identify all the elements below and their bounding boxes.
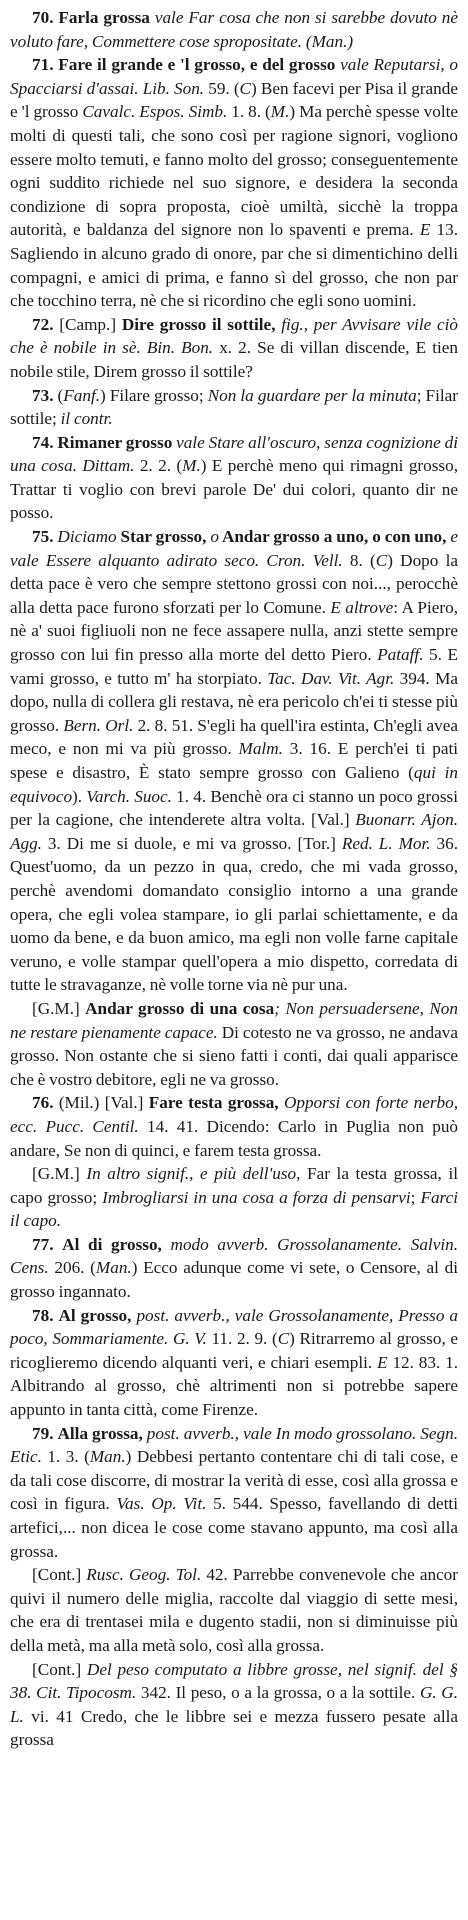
entry-text: ). (72, 786, 87, 806)
dictionary-entry (10, 1304, 458, 1422)
entry-text: Di cotesto ne va grosso, ne andava grosso. Non ostante che si sieno fatti i conti, dai quali apparisce che è vostro debitore, egli ne va grosso. (10, 1022, 458, 1089)
entry-text: ; (410, 1187, 421, 1207)
entry-headword: Andar grosso di una cosa (85, 998, 275, 1018)
sub-entry (10, 1658, 458, 1752)
italic-text: M. (270, 102, 290, 122)
entry-number: 74. (32, 432, 54, 452)
entry-text: ) Ma perchè spesse volte molti di questi tali, che sono così per ragione signori, vogliono essere molto temuti, e fanno molto del grosso; conseguentemente ogni suddito richiede nel suo signore, e desidera la seconda condizione di sopra proposta, cioè umiltà, sicchè la troppa autorità, e baldanza del signore non lo spaventi e prema. (10, 102, 459, 240)
italic-text: Rusc. Geog. Tol. (86, 1565, 202, 1585)
italic-text: G. G. L. (10, 1683, 458, 1726)
italic-text: C (277, 1329, 290, 1349)
dictionary-entry (10, 313, 458, 384)
italic-text: Tac. Dav. Vit. Agr. (267, 668, 395, 688)
italic-text: e vale Essere alquanto adirato seco. Cron. Vell. (10, 527, 459, 570)
italic-text: modo avverb. Grossolanamente. Salvin. Cens. (10, 1234, 459, 1278)
entry-number: 73. (32, 385, 54, 405)
entry-number: 71. (32, 55, 54, 75)
entry-number: 70. (32, 8, 54, 27)
entry-text: ) Ritrarremo al grosso, e ricoglieremo dicendo alquanti veri, e chiari esempli. (10, 1329, 458, 1372)
entry-headword: Dire grosso il sottile, (121, 314, 276, 334)
italic-text: M. (182, 456, 201, 476)
italic-text: Red. L. Mor. (341, 833, 431, 853)
entry-number: 76. (32, 1093, 54, 1113)
sub-entry (10, 1162, 458, 1233)
entry-text: [Cont.] (32, 1565, 87, 1585)
dictionary-entry (10, 6, 458, 53)
entry-headword: Alla grossa, (57, 1423, 143, 1443)
italic-text: Opporsi con forte nerbo, ecc. Pucc. Centil. (10, 1093, 458, 1136)
italic-text: Man. (89, 1447, 126, 1467)
italic-text: Buonarr. Ajon. Agg. (10, 810, 458, 853)
entry-number: 72. (32, 314, 54, 334)
entry-text: 8. ( (342, 550, 376, 570)
italic-text: post. avverb., vale In modo grossolano. Segn. Etic. (10, 1423, 458, 1467)
entry-text: ( (57, 385, 64, 405)
entry-text: ) Dopo la detta pace è vero che sempre stettono grossi con noi..., perocchè alla detta pace furono sforzati per lo Comune. (10, 550, 458, 617)
italic-text: Cavalc. Espos. Simb. (82, 102, 228, 122)
entry-text: 3. Di me si duole, e mi va grosso. [Tor.] (41, 833, 342, 853)
italic-text: Vas. Op. Vit. (116, 1494, 207, 1514)
italic-text: C (239, 78, 252, 98)
entry-number: 77. (32, 1234, 54, 1254)
italic-text: vale Far cosa che non si sarebbe dovuto nè voluto fare, Commettere cose spropositate. (Man.) (10, 8, 458, 51)
italic-text: qui in equivoco (10, 763, 458, 806)
entry-text: 12. 83. 1. Albitrando al grosso, chè altrimenti non si potrebbe sapere appunto in tanta città, come Firenze. (10, 1352, 459, 1420)
italic-text: ; Non persuadersene, Non ne restare pienamente capace. (10, 998, 458, 1042)
dictionary-entry (10, 53, 458, 313)
entry-text: [Camp.] (59, 314, 122, 334)
entry-headword: Fare testa grossa, (148, 1093, 279, 1113)
entry-text: 1. 3. ( (41, 1447, 90, 1467)
entry-number: 78. (32, 1305, 54, 1325)
entry-text: 342. Il peso, o a la grossa, o a la sottile. (136, 1683, 420, 1703)
entry-text: ) Ben facevi per Pisa il grande e 'l grosso (10, 78, 458, 122)
entry-headword: Star grosso, (116, 527, 211, 547)
entry-headword: Al di grosso, (62, 1234, 162, 1254)
italic-text: o (210, 527, 219, 547)
entry-headword: Rimaner grosso (57, 432, 173, 452)
italic-text: Imbrogliarsi in una cosa a forza di pensarvi (102, 1187, 411, 1207)
italic-text: post. avverb., vale Grossolanamente, Presso a poco, Sommariamente. G. V. (10, 1305, 459, 1349)
dictionary-entry (10, 1422, 458, 1564)
italic-text: Diciamo (57, 527, 117, 547)
italic-text: Non la guardare per la minuta (207, 385, 417, 405)
entry-text: 2. 8. 51. S'egli ha quell'ira estinta, Ch'egli avea meco, e non mi va più grosso. (10, 715, 459, 759)
dictionary-entry (10, 1091, 458, 1162)
entry-text: (Mil.) [Val.] (58, 1093, 149, 1113)
dictionary-entry (10, 431, 458, 525)
entry-text: 5. E vami grosso, e tutto m' ha storpiato. (10, 645, 458, 688)
entry-headword: Al grosso, (58, 1305, 132, 1325)
entry-text: 42. Parrebbe convenevole che ancor quivi il numero delle miglia, raccolte dal viaggio di sette mesi, che era di trentasei mila e dugento stadii, non si diminuisse più della metà, ma alla metà solo, così alla grossa. (10, 1565, 458, 1655)
dictionary-entry (10, 384, 458, 431)
entry-text: x. 2. Se di villan discende, E tien nobile stile, Direm grosso il sottile? (10, 338, 458, 381)
entry-text: 206. ( (48, 1258, 96, 1278)
entry-text: 5. 544. Spesso, favellando di detti artefici,... non dicea le cose come stavano appunto, ma così alla grossa. (10, 1494, 458, 1561)
italic-text: vale Stare all'oscuro, senza cognizione di una cosa. Dittam. (10, 432, 459, 476)
italic-text: Malm. (238, 739, 283, 759)
sub-entry (10, 997, 458, 1091)
italic-text: il contr. (60, 409, 113, 429)
italic-text: Bern. Orl. (63, 715, 134, 735)
italic-text: E (377, 1352, 388, 1372)
italic-text: In altro signif., e più dell'uso, (86, 1164, 301, 1184)
italic-text: E altrove (330, 597, 394, 617)
entry-text: : A Piero, nè a' suoi figliuoli non ne fece assapere nulla, anzi stette sempre grosso con lui fin presso alla morte del detto Piero. (10, 597, 459, 665)
entry-text: 3. 16. E perch'ei ti pati spese e disastro, È stato sempre grosso con Galieno ( (10, 739, 458, 782)
entry-number: 79. (32, 1423, 54, 1443)
entry-text: 36. Quest'uomo, da un pezzo in qua, credo, che mi vada grosso, perchè avendomi domandato consiglio intorno a una grande opera, che egli volea stampare, io gli parlai schiettamente, e da uomo da bene, e da buon amico, ma egli non volle farne capitale veruno, e volle stampar quell'opera a mio dispetto, corredata di tutte le stravaganze, nè volle torne via nè pur una. (10, 833, 458, 995)
italic-text: fig., per Avvisare vile ciò che è nobile in sè. Bin. Bon. (10, 314, 459, 358)
entry-text: 394. Ma dopo, nulla di collera gli restava, nè era pericolo ch'ei ti stesse più grosso. (10, 668, 458, 735)
entry-text: [G.M.] (32, 998, 86, 1018)
entry-text: ) E perchè meno qui rimagni grosso, Trattar ti voglio con brevi parole De' dui colori, quanto dir ne posso. (10, 456, 458, 523)
italic-text: E (419, 220, 431, 240)
entry-text: 2. 2. ( (134, 456, 183, 476)
entry-text: 1. 8. ( (227, 102, 271, 122)
italic-text: C (375, 550, 388, 570)
italic-text: Pataff. (377, 645, 424, 665)
entry-text: [G.M.] (32, 1164, 87, 1184)
entry-text: ) Debbesi pertanto contentare chi di tali cose, e da tali cose discorre, di mostrar la verità di esse, così alla grossa e così in figura. (10, 1447, 458, 1514)
entry-number: 75. (32, 527, 54, 547)
sub-entry (10, 1563, 458, 1657)
dictionary-entry (10, 525, 458, 997)
italic-text: Del peso computato a libbre grosse, nel signif. del § 38. Cit. Tipocosm. (10, 1659, 458, 1703)
entry-text: Far la testa grossa, il capo grosso; (10, 1164, 458, 1207)
entry-text: 13. Sagliendo in alcuno grado di onore, par che si dimentichino delli compagni, e amici di prima, e fanno sì del grosso, che non par che tocchino terra, nè che si ricordino che egli sono uomini. (10, 220, 459, 311)
entry-text: 14. 41. Dicendo: Carlo in Puglia non può andare, Se non di quinci, e farem testa grossa. (10, 1116, 459, 1160)
entry-text: 1. 4. Benchè ora ci stanno un poco grossi per la cagione, che intenderete altra volta. [Val.] (10, 786, 458, 830)
entry-text: [Cont.] (32, 1659, 87, 1679)
entry-text: ) Ecco adunque come vi sete, o Censore, al di grosso ingannato. (10, 1258, 458, 1302)
entry-headword: Andar grosso a uno, o con uno, (218, 527, 447, 547)
entry-text: 11. 2. 9. ( (206, 1329, 278, 1349)
entry-headword: Fare il grande e 'l grosso, e del grosso (58, 55, 336, 75)
entry-headword: Farla grossa (58, 8, 150, 27)
dictionary-entry (10, 1233, 458, 1304)
entry-text: ; Filar sottile; (10, 385, 458, 429)
italic-text: Fanf. (63, 385, 101, 405)
italic-text: Man. (95, 1258, 132, 1278)
italic-text: Varch. Suoc. (86, 786, 172, 806)
entry-text: vi. 41 Credo, che le libbre sei e mezza fussero pesate alla grossa (10, 1706, 458, 1750)
entry-text: 59. ( (204, 78, 240, 98)
italic-text: Farci il capo. (10, 1187, 458, 1231)
entry-text: ) Filare grosso; (100, 385, 208, 405)
italic-text: vale Reputarsi, o Spacciarsi d'assai. Lib. Son. (10, 55, 458, 98)
